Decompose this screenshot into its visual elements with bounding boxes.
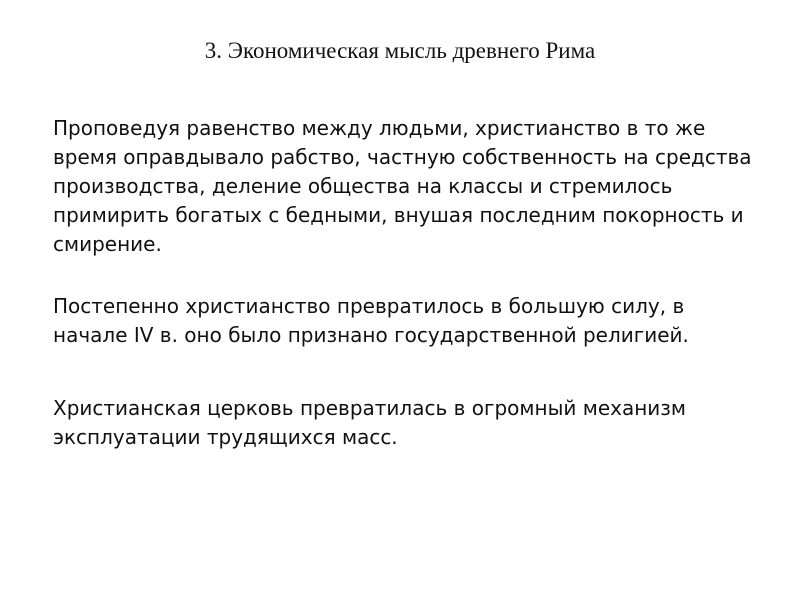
slide-title: 3. Экономическая мысль древнего Рима — [204, 38, 596, 63]
paragraph-equality-slavery: Проповедуя равенство между людьми, христианство в то же время оправдывало рабство, частную собственность на средства производства, деление общества на классы и стремилось примирить богатых с бедными, внушая последним покорность и смирение. — [53, 116, 752, 256]
paragraph-state-religion: Постепенно христианство превратилось в большую силу, в начале IV в. оно было признано государственной религией. — [53, 294, 689, 347]
paragraph-church-exploitation: Христианская церковь превратилась в огромный механизм эксплуатации трудящихся масс. — [53, 396, 687, 449]
